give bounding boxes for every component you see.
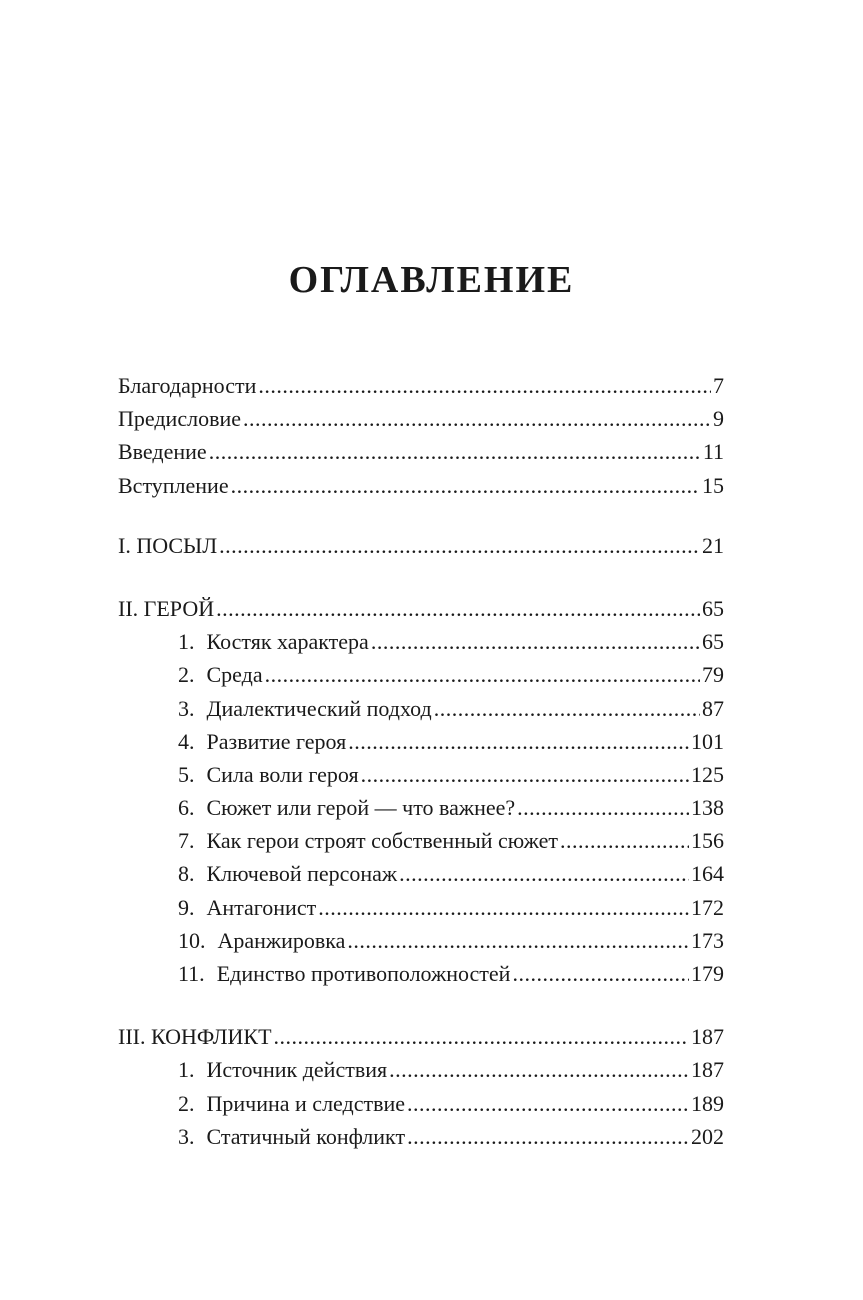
toc-chapter[interactable] bbox=[118, 957, 724, 990]
toc-chapter[interactable] bbox=[118, 1120, 724, 1153]
toc-entry-label: Единство противоположностей bbox=[216, 961, 511, 986]
toc-chapter[interactable] bbox=[118, 1053, 724, 1086]
toc-entry-page: 7 bbox=[713, 373, 724, 398]
toc-chapter[interactable] bbox=[118, 857, 724, 890]
toc-entry-label: Ключевой персонаж bbox=[206, 861, 398, 887]
dot-leader bbox=[371, 625, 700, 658]
toc-chapter[interactable] bbox=[118, 692, 724, 725]
toc-chapter[interactable] bbox=[118, 791, 724, 824]
toc-chapter-number: 8. bbox=[178, 861, 195, 887]
toc-entry-label: Введение bbox=[118, 439, 207, 465]
toc-chapter-number: 1. bbox=[178, 1057, 195, 1083]
dot-leader bbox=[209, 435, 701, 468]
dot-leader bbox=[347, 924, 689, 957]
toc-entry-page: 189 bbox=[691, 1090, 724, 1116]
toc-entry-label: I. ПОСЫЛ bbox=[118, 532, 218, 558]
toc-entry-label: Сила воли героя bbox=[206, 761, 359, 787]
dot-leader bbox=[361, 758, 689, 791]
dot-leader bbox=[219, 529, 700, 562]
dot-leader bbox=[389, 1053, 689, 1086]
toc-entry-page: 9 bbox=[713, 406, 724, 432]
toc-entry-page: 156 bbox=[691, 828, 724, 854]
toc-entry-page: 125 bbox=[691, 761, 724, 787]
dot-leader bbox=[231, 469, 700, 502]
toc-entry-label: Причина и следствие bbox=[206, 1090, 406, 1116]
toc-entry-page: 173 bbox=[691, 927, 724, 953]
toc-chapter-number: 9. bbox=[178, 894, 195, 920]
dot-leader bbox=[560, 824, 689, 857]
toc-chapter-number: 11. bbox=[178, 961, 205, 986]
toc-entry-page: 187 bbox=[691, 1024, 724, 1050]
dot-leader bbox=[407, 1120, 689, 1153]
toc-chapter-number: 3. bbox=[178, 695, 195, 721]
toc-chapter-number: 3. bbox=[178, 1123, 195, 1149]
dot-leader bbox=[265, 658, 700, 691]
toc-entry-page: 15 bbox=[702, 472, 724, 498]
toc-entry-page: 11 bbox=[702, 439, 724, 465]
toc-entry-label: Костяк характера bbox=[206, 629, 369, 655]
dot-leader bbox=[407, 1087, 689, 1120]
toc-entry-page: 79 bbox=[702, 662, 724, 688]
dot-leader bbox=[399, 857, 689, 890]
toc-entry-label: Благодарности bbox=[118, 373, 257, 398]
toc-entry-page: 138 bbox=[691, 795, 724, 821]
toc-part-1[interactable] bbox=[118, 529, 724, 562]
toc-entry-label: Вступление bbox=[118, 472, 229, 498]
toc-entry-page: 101 bbox=[691, 728, 724, 754]
dot-leader bbox=[434, 692, 700, 725]
toc-chapter[interactable] bbox=[118, 924, 724, 957]
toc-chapter[interactable] bbox=[118, 658, 724, 691]
toc-entry-label: Как герои строят собственный сюжет bbox=[206, 828, 558, 854]
toc-chapter[interactable] bbox=[118, 758, 724, 791]
toc-entry-label: Развитие героя bbox=[206, 728, 347, 754]
toc-entry-label: Сюжет или герой — что важнее? bbox=[206, 795, 516, 821]
dot-leader bbox=[216, 592, 700, 625]
toc-chapter[interactable] bbox=[118, 725, 724, 758]
toc-entry-preface[interactable] bbox=[118, 402, 724, 435]
dot-leader bbox=[318, 891, 689, 924]
toc-chapter[interactable] bbox=[118, 625, 724, 658]
toc-chapter-number: 2. bbox=[178, 662, 195, 688]
toc-chapter-number: 2. bbox=[178, 1090, 195, 1116]
toc-entry-page: 164 bbox=[691, 861, 724, 887]
dot-leader bbox=[517, 791, 689, 824]
toc-entry-label: Диалектический подход bbox=[206, 695, 432, 721]
toc-entry-label: III. КОНФЛИКТ bbox=[118, 1024, 272, 1050]
toc-entry-introduction[interactable] bbox=[118, 435, 724, 468]
toc-entry-label: Статичный конфликт bbox=[206, 1123, 406, 1149]
dot-leader bbox=[274, 1020, 689, 1053]
toc-entry-page: 179 bbox=[691, 961, 724, 986]
toc-part-3[interactable] bbox=[118, 1020, 724, 1053]
dot-leader bbox=[348, 725, 689, 758]
toc-chapter[interactable] bbox=[118, 824, 724, 857]
toc-entry-label: Аранжировка bbox=[217, 927, 346, 953]
toc-entry-label: Среда bbox=[206, 662, 263, 688]
toc-chapter-number: 6. bbox=[178, 795, 195, 821]
toc-entry-label: Антагонист bbox=[206, 894, 317, 920]
toc-chapter-number: 4. bbox=[178, 728, 195, 754]
toc-entry-label: Источник действия bbox=[206, 1057, 388, 1083]
toc-entry-page: 65 bbox=[702, 629, 724, 655]
dot-leader bbox=[243, 402, 711, 435]
toc-entry-acknowledgements[interactable] bbox=[118, 369, 724, 402]
toc-chapter-number: 1. bbox=[178, 629, 195, 655]
table-of-contents bbox=[118, 369, 724, 1153]
toc-entry-page: 172 bbox=[691, 894, 724, 920]
toc-entry-page: 65 bbox=[702, 595, 724, 621]
dot-leader bbox=[512, 957, 689, 990]
page-title: ОГЛАВЛЕНИЕ bbox=[288, 259, 575, 301]
toc-entry-label: II. ГЕРОЙ bbox=[118, 595, 215, 621]
toc-entry-opening[interactable] bbox=[118, 469, 724, 502]
toc-entry-page: 202 bbox=[691, 1123, 724, 1149]
toc-entry-page: 21 bbox=[702, 532, 724, 558]
toc-entry-page: 187 bbox=[691, 1057, 724, 1083]
toc-entry-page: 87 bbox=[702, 695, 724, 721]
toc-part-2[interactable] bbox=[118, 592, 724, 625]
toc-entry-label: Предисловие bbox=[118, 406, 241, 432]
toc-chapter[interactable] bbox=[118, 1087, 724, 1120]
toc-chapter[interactable] bbox=[118, 891, 724, 924]
dot-leader bbox=[258, 369, 711, 402]
toc-chapter-number: 7. bbox=[178, 828, 195, 854]
toc-chapter-number: 5. bbox=[178, 761, 195, 787]
toc-chapter-number: 10. bbox=[178, 927, 206, 953]
